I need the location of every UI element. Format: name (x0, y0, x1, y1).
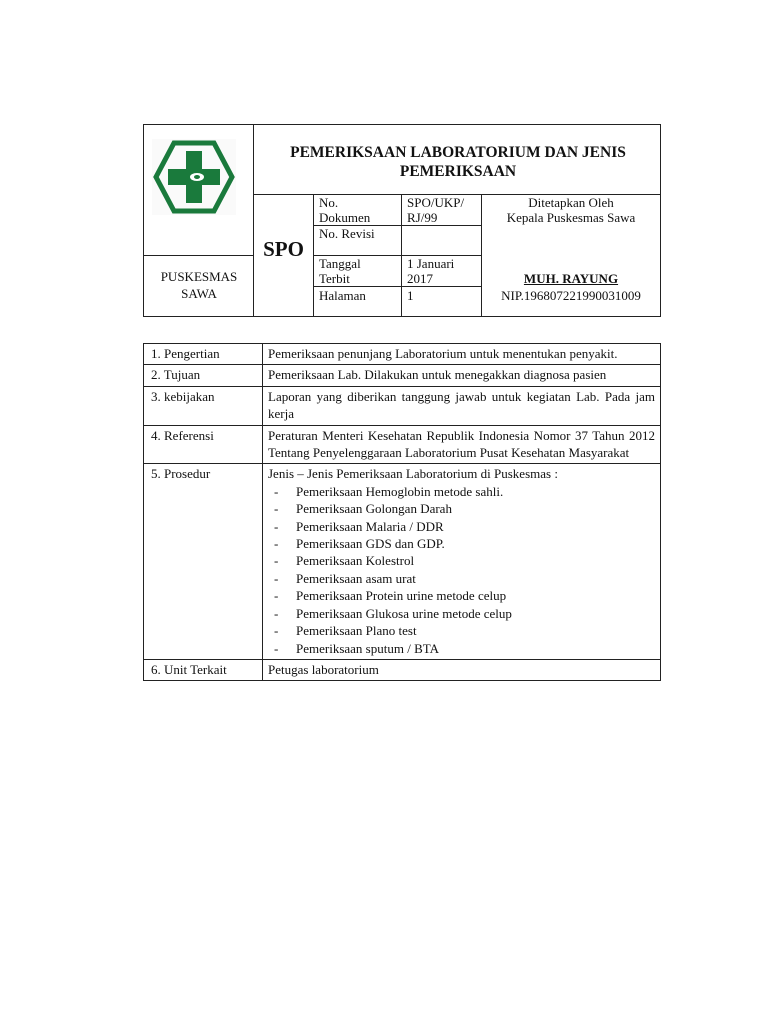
row-text: Peraturan Menteri Kesehatan Republik Indonesia Nomor 37 Tahun 2012 Tentang Penyelenggaraan Laboratorium Pusat Kesehatan Masyarakat (263, 425, 661, 464)
no-dokumen-value-2: RJ/99 (407, 210, 438, 225)
document-title (254, 143, 662, 181)
no-revisi-label: No. Revisi (319, 226, 375, 241)
ditetapkan-line-2: Kepala Puskesmas Sawa (506, 210, 636, 225)
no-dokumen-label-2: Dokumen (319, 210, 371, 225)
tanggal-label-2: Terbit (319, 271, 350, 286)
tanggal-value-2: 2017 (407, 271, 433, 286)
row-label: 6. Unit Terkait (144, 659, 263, 680)
signer-name: MUH. RAYUNG (523, 271, 619, 286)
list-item: - Pemeriksaan Malaria / DDR (268, 518, 655, 535)
table-row (144, 464, 661, 659)
row-text: Laporan yang diberikan tanggung jawab untuk kegiatan Lab. Pada jam kerja (263, 386, 661, 425)
prosedur-cell (263, 464, 661, 659)
row-label: 3. kebijakan (144, 386, 263, 425)
no-dokumen-value-1: SPO/UKP/ (407, 195, 465, 210)
row-text: Petugas laboratorium (263, 659, 661, 680)
table-row (144, 386, 661, 425)
halaman-label: Halaman (319, 288, 366, 303)
list-item: - Pemeriksaan GDS dan GDP. (268, 535, 655, 552)
halaman-value: 1 (407, 288, 414, 303)
list-item: - Pemeriksaan Protein urine metode celup (268, 587, 655, 604)
table-row (144, 425, 661, 464)
prosedur-list (268, 483, 655, 657)
title-line-1: PEMERIKSAAN LABORATORIUM DAN JENIS (290, 144, 626, 161)
list-item: - Pemeriksaan Plano test (268, 622, 655, 639)
row-label: 5. Prosedur (144, 464, 263, 659)
row-label: 2. Tujuan (144, 365, 263, 386)
list-item: - Pemeriksaan Kolestrol (268, 552, 655, 569)
list-item: - Pemeriksaan Glukosa urine metode celup (268, 605, 655, 622)
puskesmas-name (144, 268, 254, 302)
puskesmas-line-2: SAWA (181, 286, 217, 301)
row-label: 4. Referensi (144, 425, 263, 464)
list-item: - Pemeriksaan Golongan Darah (268, 500, 655, 517)
puskesmas-logo (152, 139, 236, 215)
tanggal-label-1: Tanggal (319, 256, 361, 271)
row-label: 1. Pengertian (144, 344, 263, 365)
spo-label: SPO (263, 237, 304, 261)
document-header (143, 124, 661, 317)
prosedur-intro: Jenis – Jenis Pemeriksaan Laboratorium di Puskesmas : (268, 466, 558, 482)
signer-nip: NIP.196807221990031009 (501, 288, 641, 303)
row-text: Pemeriksaan Lab. Dilakukan untuk menegakkan diagnosa pasien (263, 365, 661, 386)
table-row (144, 365, 661, 386)
ditetapkan-line-1: Ditetapkan Oleh (528, 195, 614, 210)
list-item: - Pemeriksaan asam urat (268, 570, 655, 587)
tanggal-value-1: 1 Januari (407, 256, 455, 271)
puskesmas-line-1: PUSKESMAS (160, 269, 238, 284)
no-dokumen-label-1: No. (319, 195, 339, 210)
title-line-2: PEMERIKSAAN (399, 163, 517, 180)
row-text: Pemeriksaan penunjang Laboratorium untuk menentukan penyakit. (263, 344, 661, 365)
procedure-table (143, 343, 661, 681)
list-item: - Pemeriksaan Hemoglobin metode sahli. (268, 483, 655, 500)
table-row (144, 659, 661, 680)
table-row (144, 344, 661, 365)
list-item: - Pemeriksaan sputum / BTA (268, 640, 655, 657)
